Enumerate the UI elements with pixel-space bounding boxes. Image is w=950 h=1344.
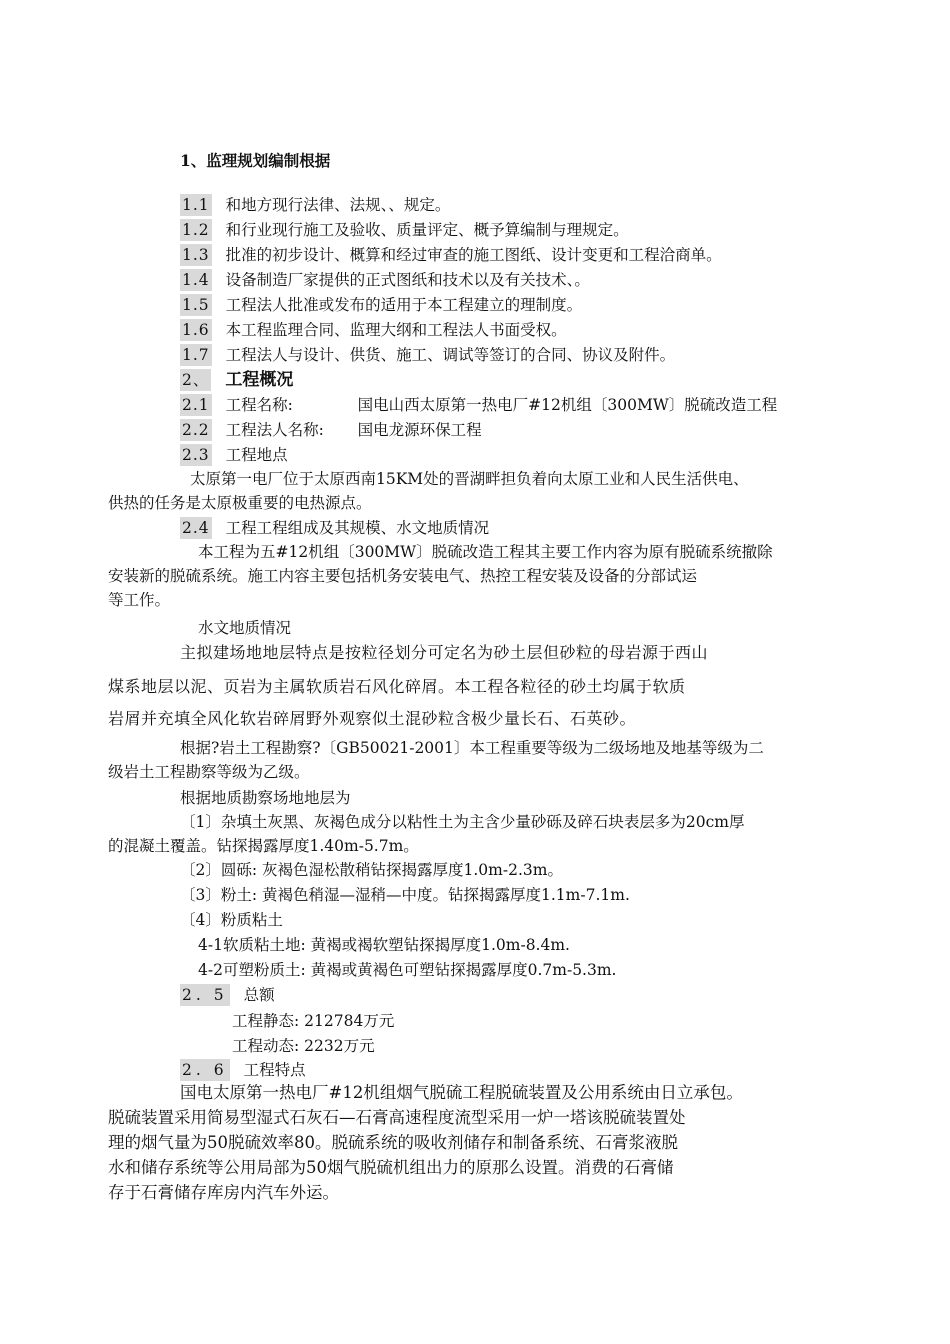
item-2-5 — [180, 984, 275, 1006]
item-text: 本工程监理合同、监理大纲和工程法人书面受权。 — [225, 321, 567, 339]
item-number: 1.4 — [182, 271, 210, 289]
item-2-4 — [180, 517, 489, 539]
section-1-heading: 1、监理规划编制根据 — [180, 151, 331, 170]
dynamic-investment: 工程动态: 2232万元 — [232, 1037, 375, 1055]
item-number: 2.4 — [182, 519, 210, 537]
legal-entity-value: 国电龙源环保工程 — [357, 421, 482, 439]
paragraph-line: 级岩土工程勘察等级为乙级。 — [108, 763, 310, 781]
layer-1-line: 的混凝土覆盖。钻探揭露厚度1.40m-5.7m。 — [108, 837, 419, 855]
paragraph-line: 本工程为五#12机组〔300MW〕脱硫改造工程其主要工作内容为原有脱硫系统撤除 — [198, 543, 773, 561]
paragraph-line: 国电太原第一热电厂#12机组烟气脱硫工程脱硫装置及公用系统由日立承包。 — [180, 1083, 743, 1102]
item-2-2 — [180, 419, 482, 441]
item-text: 总额 — [243, 986, 275, 1004]
item-text: 和行业现行施工及验收、质量评定、概予算编制与理规定。 — [225, 221, 629, 239]
paragraph-line: 等工作。 — [108, 591, 171, 609]
item-number: 2.1 — [182, 396, 210, 414]
item-text: 工程特点 — [243, 1061, 306, 1079]
paragraph-line: 太原第一电厂位于太原西南15KM处的晋湖畔担负着向太原工业和人民生活供电、 — [190, 470, 749, 488]
layers-intro: 根据地质勘察场地地层为 — [180, 789, 351, 807]
paragraph-line: 存于石膏储存库房内汽车外运。 — [108, 1183, 339, 1202]
paragraph-line: 根据?岩土工程勘察?〔GB50021-2001〕本工程重要等级为二级场地及地基等级为二 — [180, 739, 764, 757]
paragraph-line: 岩屑并充填全风化软岩碎屑野外观察似土混砂粒含极少量长石、石英砂。 — [108, 709, 637, 728]
item-2-3 — [180, 444, 288, 466]
item-text: 和地方现行法律、法规、、规定。 — [225, 196, 451, 214]
paragraph-line: 煤系地层以泥、页岩为主属软质岩石风化碎屑。本工程各粒径的砂土均属于软质 — [108, 677, 686, 696]
item-1-4 — [180, 269, 590, 291]
item-1-2 — [180, 219, 629, 241]
layer-4-2-line: 4-2可塑粉质土: 黄褐或黄褐色可塑钻探揭露厚度0.7m-5.3m. — [198, 961, 617, 979]
item-1-1 — [180, 194, 450, 216]
item-text: 工程法人批准或发布的适用于本工程建立的理制度。 — [225, 296, 583, 314]
paragraph-line: 主拟建场地地层特点是按粒径划分可定名为砂土层但砂粒的母岩源于西山 — [180, 643, 709, 662]
item-number: 2.3 — [182, 446, 210, 464]
item-number: 2. 5 — [182, 986, 228, 1004]
item-number: 1.6 — [182, 321, 210, 339]
layer-3-line: 〔3〕粉土: 黄褐色稍湿—湿稍—中度。钻探揭露厚度1.1m-7.1m. — [180, 886, 630, 904]
item-text: 工程法人与设计、供货、施工、调试等签订的合同、协议及附件。 — [225, 346, 676, 364]
item-number: 1.5 — [182, 296, 210, 314]
item-number: 1.3 — [182, 246, 210, 264]
section-title: 工程概况 — [225, 370, 294, 390]
layer-4-1-line: 4-1软质粘土地: 黄褐或褐软塑钻探揭厚度1.0m-8.4m. — [198, 936, 570, 954]
item-text: 设备制造厂家提供的正式图纸和技术以及有关技术、。 — [225, 271, 590, 289]
layer-4-line: 〔4〕粉质粘土 — [180, 911, 283, 929]
item-1-6 — [180, 319, 567, 341]
item-1-3 — [180, 244, 722, 266]
paragraph-line: 水和储存系统等公用局部为50烟气脱硫机组出力的原那么设置。消费的石膏储 — [108, 1158, 674, 1177]
item-number: 1.2 — [182, 221, 210, 239]
item-2-1 — [180, 394, 777, 416]
item-text: 工程地点 — [225, 446, 288, 464]
item-text: 批准的初步设计、概算和经过审查的施工图纸、设计变更和工程洽商单。 — [225, 246, 722, 264]
layer-2-line: 〔2〕圆砾: 灰褐色湿松散稍钻探揭露厚度1.0m-2.3m。 — [180, 861, 563, 879]
item-2-6 — [180, 1059, 306, 1081]
project-name-label: 工程名称: — [225, 396, 293, 414]
layer-1-line: 〔1〕杂填土灰黑、灰褐色成分以粘性土为主含少量砂砾及碎石块表层多为20cm厚 — [180, 813, 745, 831]
paragraph-line: 理的烟气量为50脱硫效率80。脱硫系统的吸收剂储存和制备系统、石膏浆液脱 — [108, 1133, 678, 1152]
section-2-heading — [180, 369, 293, 391]
static-investment: 工程静态: 212784万元 — [232, 1012, 395, 1030]
paragraph-line: 脱硫装置采用简易型湿式石灰石—石膏高速程度流型采用一炉一塔该脱硫装置处 — [108, 1108, 686, 1127]
item-number: 2.2 — [182, 421, 210, 439]
legal-entity-label: 工程法人名称: — [225, 421, 324, 439]
section-number: 2、 — [182, 371, 210, 389]
project-name-value: 国电山西太原第一热电厂#12机组〔300MW〕脱硫改造工程 — [357, 396, 778, 414]
item-number: 1.7 — [182, 346, 210, 364]
item-text: 工程工程组成及其规模、水文地质情况 — [225, 519, 490, 537]
item-1-7 — [180, 344, 675, 366]
paragraph-line: 安装新的脱硫系统。施工内容主要包括机务安装电气、热控工程安装及设备的分部试运 — [108, 567, 698, 585]
item-number: 1.1 — [182, 196, 210, 214]
item-1-5 — [180, 294, 582, 316]
item-number: 2. 6 — [182, 1061, 228, 1079]
paragraph-line: 供热的任务是太原极重要的电热源点。 — [108, 494, 372, 512]
hydro-title: 水文地质情况 — [198, 619, 292, 637]
